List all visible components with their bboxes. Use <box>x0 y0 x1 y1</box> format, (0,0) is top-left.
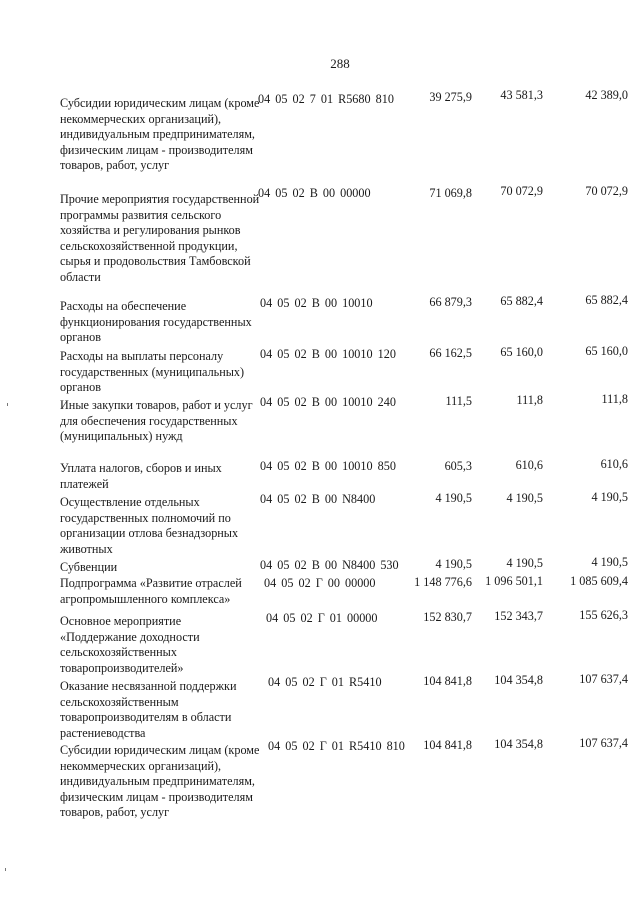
row-code: 04 05 02 7 01 R5680 810 <box>258 92 394 106</box>
row-name: Расходы на обеспечение функционирования государственных органов <box>60 299 252 345</box>
row-value-3: 111,8 <box>601 392 628 406</box>
row-name: Уплата налогов, сборов и иных платежей <box>60 461 222 491</box>
row-code: 04 05 02 В 00 N8400 <box>260 492 376 506</box>
row-value-2: 43 581,3 <box>500 88 543 102</box>
row-name: Подпрограмма «Развитие отраслей агропромышленного комплекса» <box>60 576 242 606</box>
row-code: 04 05 02 Г 01 R5410 810 <box>268 739 405 753</box>
row-value-1: 4 190,5 <box>435 557 472 571</box>
row-value-1: 1 148 776,6 <box>414 575 472 589</box>
row-value-3: 4 190,5 <box>591 490 628 504</box>
row-value-2: 70 072,9 <box>500 184 543 198</box>
row-value-2: 104 354,8 <box>494 673 543 687</box>
row-code: 04 05 02 Г 00 00000 <box>264 576 376 590</box>
row-name: Субсидии юридическим лицам (кроме некоммерческих организаций), индивидуальным предпринимателям, физическим лицам - производителям товаров, работ, услуг <box>60 96 260 173</box>
row-value-1: 111,5 <box>445 394 472 408</box>
row-name: Расходы на выплаты персоналу государственных (муниципальных) органов <box>60 349 245 395</box>
row-code: 04 05 02 В 00 00000 <box>258 186 371 200</box>
row-value-1: 39 275,9 <box>429 90 472 104</box>
row-name: Субвенции <box>60 560 118 574</box>
row-value-3: 65 882,4 <box>585 293 628 307</box>
row-value-2: 65 160,0 <box>500 345 543 359</box>
row-name: Основное мероприятие «Поддержание доходности сельскохозяйственных товаропроизводителей» <box>60 614 200 675</box>
row-value-1: 104 841,8 <box>423 738 472 752</box>
row-value-1: 104 841,8 <box>423 674 472 688</box>
row-code: 04 05 02 Г 01 R5410 <box>268 675 382 689</box>
row-code: 04 05 02 В 00 10010 850 <box>260 459 396 473</box>
row-name: Оказание несвязанной поддержки сельскохозяйственным товаропроизводителям в области растениеводства <box>60 679 237 740</box>
row-value-2: 152 343,7 <box>494 609 543 623</box>
row-name: Осуществление отдельных государственных полномочий по организации отлова безнадзорных животных <box>60 495 239 556</box>
scan-mark <box>7 403 8 406</box>
row-code: 04 05 02 В 00 10010 240 <box>260 395 396 409</box>
row-value-3: 65 160,0 <box>585 344 628 358</box>
row-value-1: 4 190,5 <box>435 491 472 505</box>
row-value-2: 4 190,5 <box>506 556 543 570</box>
row-value-3: 107 637,4 <box>579 672 628 686</box>
row-code: 04 05 02 В 00 10010 120 <box>260 347 396 361</box>
page-number: 288 <box>330 56 350 71</box>
row-value-3: 610,6 <box>600 457 628 471</box>
row-value-2: 4 190,5 <box>506 491 543 505</box>
row-value-2: 111,8 <box>516 393 543 407</box>
row-name: Субсидии юридическим лицам (кроме некоммерческих организаций), индивидуальным предпринимателям, физическим лицам - производителям товаров, работ, услуг <box>60 743 260 820</box>
row-value-2: 104 354,8 <box>494 737 543 751</box>
row-code: 04 05 02 В 00 N8400 530 <box>260 558 399 572</box>
row-value-1: 66 162,5 <box>429 346 472 360</box>
scan-mark <box>5 868 6 871</box>
row-name: Прочие мероприятия государственной программы развития сельского хозяйства и регулирования рынков сельскохозяйственной продукции, сырья и продовольствия Тамбовской области <box>60 192 260 284</box>
row-value-1: 71 069,8 <box>429 186 472 200</box>
row-value-3: 107 637,4 <box>579 736 628 750</box>
row-code: 04 05 02 В 00 10010 <box>260 296 373 310</box>
row-name: Иные закупки товаров, работ и услуг для обеспечения государственных (муниципальных) нужд <box>60 398 253 444</box>
row-value-3: 42 389,0 <box>585 88 628 102</box>
row-value-1: 152 830,7 <box>423 610 472 624</box>
row-value-1: 605,3 <box>444 459 472 473</box>
row-value-3: 1 085 609,4 <box>570 574 628 588</box>
row-value-3: 70 072,9 <box>585 184 628 198</box>
row-value-3: 155 626,3 <box>579 608 628 622</box>
row-value-2: 65 882,4 <box>500 294 543 308</box>
row-value-3: 4 190,5 <box>591 555 628 569</box>
row-value-1: 66 879,3 <box>429 295 472 309</box>
row-value-2: 610,6 <box>515 458 543 472</box>
row-value-2: 1 096 501,1 <box>485 574 543 588</box>
row-code: 04 05 02 Г 01 00000 <box>266 611 378 625</box>
